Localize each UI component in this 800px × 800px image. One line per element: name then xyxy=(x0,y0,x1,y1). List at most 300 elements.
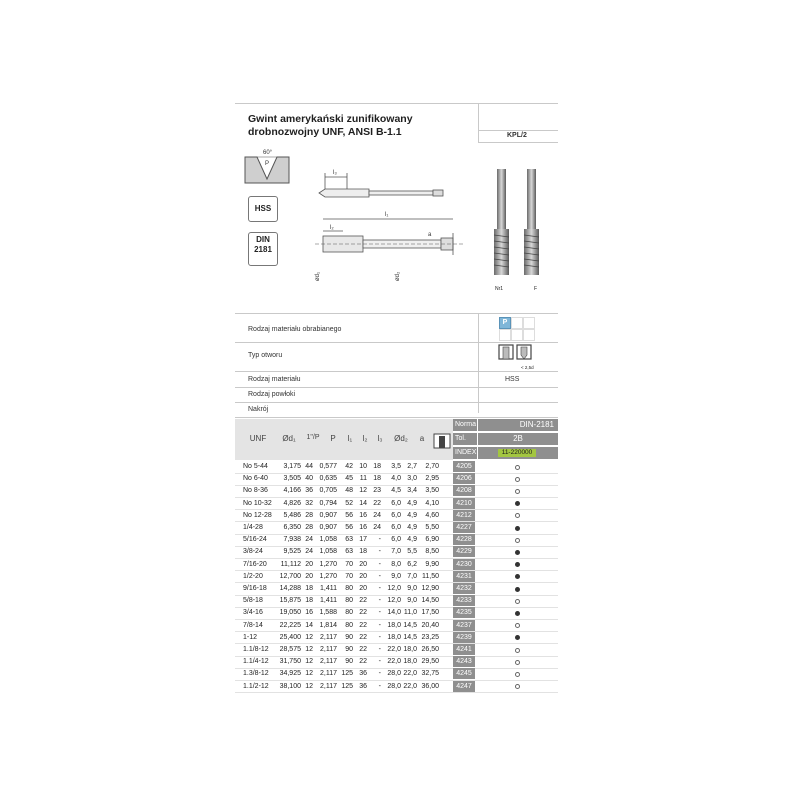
table-row xyxy=(235,668,558,680)
hole-type-icon xyxy=(498,344,534,366)
cell-l2: 18 xyxy=(359,548,367,556)
cell-price: 11,50 xyxy=(422,572,439,580)
cell-d2: 6,0 xyxy=(391,499,401,507)
cell-tpi: 40 xyxy=(305,475,313,483)
cell-a: 5,5 xyxy=(407,548,417,556)
cell-l3: - xyxy=(378,597,381,605)
cell-d2: 14,0 xyxy=(387,609,401,617)
column-header-d2: Ød₂ xyxy=(394,434,408,443)
cell-p: 1,411 xyxy=(320,585,337,592)
availability-open-circle-icon xyxy=(515,660,520,665)
cell-price: 9,90 xyxy=(425,560,439,568)
cell-p: 2,117 xyxy=(320,682,337,690)
norma-label: Norma xyxy=(453,419,477,431)
code-rule xyxy=(478,130,558,131)
cell-d1: 9,525 xyxy=(283,548,301,556)
column-header-a: a xyxy=(419,434,425,443)
cell-d1: 7,938 xyxy=(283,536,301,544)
cell-index: 4239 xyxy=(453,632,475,643)
attr-label-coating: Rodzaj powłoki xyxy=(248,391,296,398)
cell-unf: No 12-28 xyxy=(243,511,272,519)
cell-l1: 90 xyxy=(345,646,353,653)
hole-icon xyxy=(433,433,451,449)
availability-filled-dot-icon xyxy=(515,635,520,640)
cell-d2: 22,0 xyxy=(387,658,401,666)
attr-label-workpiece-material: Rodzaj materiału obrabianego xyxy=(248,326,342,333)
cell-l3: - xyxy=(378,560,381,568)
cell-l2: 36 xyxy=(359,670,367,678)
cell-d1: 4,826 xyxy=(283,499,301,507)
cell-a: 4,9 xyxy=(407,511,417,519)
table-row xyxy=(235,656,558,668)
cell-index: 4208 xyxy=(453,485,475,496)
cell-index: 4243 xyxy=(453,656,475,667)
cell-a: 3,4 xyxy=(407,487,417,495)
cell-unf: 3/4-16 xyxy=(243,609,263,617)
cell-a: 9,0 xyxy=(407,597,417,605)
cell-d2: 12,0 xyxy=(387,597,401,605)
material-n-icon xyxy=(499,329,511,341)
cell-l2: 22 xyxy=(359,597,367,605)
tol-label: Tol. xyxy=(453,433,477,445)
cell-l2: 16 xyxy=(359,524,367,531)
cell-d2: 4,5 xyxy=(391,487,401,495)
availability-open-circle-icon xyxy=(515,623,520,628)
cell-tpi: 12 xyxy=(305,682,313,690)
cell-l3: - xyxy=(378,548,381,556)
cell-l3: - xyxy=(378,658,381,666)
cell-l3: - xyxy=(378,609,381,617)
table-row xyxy=(235,522,558,534)
cell-p: 1,058 xyxy=(319,548,337,556)
availability-filled-dot-icon xyxy=(515,611,520,616)
cell-d2: 22,0 xyxy=(387,646,401,653)
cell-l2: 20 xyxy=(359,572,367,580)
photo-caption-right: F xyxy=(534,286,538,292)
thread-angle-label: 60° xyxy=(263,150,273,156)
cell-l3: - xyxy=(378,621,381,629)
cell-l3: - xyxy=(378,646,381,653)
cell-unf: 1.3/8-12 xyxy=(243,670,269,678)
cell-index: 4235 xyxy=(453,607,475,618)
cell-l2: 22 xyxy=(359,621,367,629)
cell-a: 6,2 xyxy=(407,560,417,568)
cell-l1: 80 xyxy=(345,585,353,592)
table-row xyxy=(235,534,558,546)
availability-filled-dot-icon xyxy=(515,587,520,592)
standard-badge xyxy=(248,232,278,266)
index-value: 11-220000 xyxy=(498,449,536,457)
header-divider xyxy=(478,103,479,143)
attr-label-chamfer: Nakrój xyxy=(248,406,269,413)
cell-index: 4230 xyxy=(453,559,475,570)
cell-d2: 7,0 xyxy=(391,548,401,556)
cell-tpi: 12 xyxy=(305,633,313,641)
cell-tpi: 20 xyxy=(305,572,313,580)
attr-label-hole-type: Typ otworu xyxy=(248,352,283,359)
cell-l1: 52 xyxy=(345,499,353,507)
cell-unf: 1.1/4-12 xyxy=(243,658,269,666)
cell-index: 4232 xyxy=(453,583,475,594)
attr-rule-1 xyxy=(235,342,558,343)
table-row xyxy=(235,498,558,510)
cell-l1: 63 xyxy=(345,536,353,544)
cell-l1: 80 xyxy=(345,609,353,617)
column-header-p: P xyxy=(330,434,336,443)
cell-l1: 125 xyxy=(341,670,353,678)
catalog-code: KPL/2 xyxy=(507,132,527,139)
attr-rule-4 xyxy=(235,402,558,403)
cell-l2: 22 xyxy=(359,609,367,617)
cell-index: 4206 xyxy=(453,473,475,484)
cell-d2: 12,0 xyxy=(387,585,401,592)
cell-index: 4228 xyxy=(453,534,475,545)
material-s-icon xyxy=(511,329,523,341)
cell-d1: 3,175 xyxy=(283,463,301,470)
cell-a: 18,0 xyxy=(403,646,417,653)
attr-rule-2 xyxy=(235,371,558,372)
cell-l2: 16 xyxy=(359,511,367,519)
cell-tpi: 28 xyxy=(305,511,313,519)
material-h-icon xyxy=(523,329,535,341)
cell-d1: 15,875 xyxy=(279,597,301,605)
cell-l3: 24 xyxy=(373,524,381,531)
cell-price: 5,50 xyxy=(425,524,439,531)
cell-p: 1,058 xyxy=(319,536,337,544)
cell-unf: 5/16-24 xyxy=(243,536,267,544)
cell-p: 2,117 xyxy=(320,658,337,666)
attr-rule-5 xyxy=(235,417,558,418)
cell-tpi: 18 xyxy=(305,585,313,592)
cell-unf: 1.1/2-12 xyxy=(243,682,269,690)
attr-divider xyxy=(478,313,479,413)
availability-filled-dot-icon xyxy=(515,562,520,567)
table-row xyxy=(235,595,558,607)
cell-l2: 20 xyxy=(359,585,367,592)
cell-p: 2,117 xyxy=(320,670,337,678)
availability-open-circle-icon xyxy=(515,648,520,653)
cell-l2: 17 xyxy=(359,536,367,544)
cell-l2: 12 xyxy=(359,487,367,495)
availability-open-circle-icon xyxy=(515,684,520,689)
cell-price: 20,40 xyxy=(421,621,439,629)
index-value-cell xyxy=(478,447,558,459)
cell-l1: 42 xyxy=(345,463,353,470)
cell-d1: 22,225 xyxy=(279,621,301,629)
cell-d2: 9,0 xyxy=(391,572,401,580)
cell-l3: - xyxy=(378,670,381,678)
cell-d1: 38,100 xyxy=(279,682,301,690)
cell-l2: 22 xyxy=(359,646,367,653)
table-row xyxy=(235,559,558,571)
cell-d2: 6,0 xyxy=(391,511,401,519)
cell-tpi: 32 xyxy=(305,499,313,507)
cell-d1: 11,112 xyxy=(280,560,301,568)
cell-p: 0,577 xyxy=(319,463,337,470)
cell-index: 4210 xyxy=(453,498,475,509)
cell-d2: 8,0 xyxy=(391,560,401,568)
cell-p: 0,794 xyxy=(319,499,337,507)
cell-a: 11,0 xyxy=(403,609,417,617)
cell-unf: 1.1/8-12 xyxy=(243,646,269,653)
material-k-icon xyxy=(523,317,535,329)
title-line-2: drobnozwojny UNF, ANSI B-1.1 xyxy=(248,126,402,138)
cell-p: 1,588 xyxy=(319,609,337,617)
cell-d1: 28,575 xyxy=(279,646,301,653)
workpiece-material-icons xyxy=(499,317,533,339)
cell-price: 8,50 xyxy=(425,548,439,556)
cell-index: 4237 xyxy=(453,620,475,631)
drawing-a-label: a xyxy=(428,232,432,238)
cell-a: 18,0 xyxy=(403,658,417,666)
cell-price: 4,60 xyxy=(425,511,439,519)
cell-d2: 28,0 xyxy=(387,670,401,678)
cell-l1: 56 xyxy=(345,524,353,531)
tol-value: 2B xyxy=(478,433,558,445)
cell-p: 2,117 xyxy=(320,646,337,653)
cell-d2: 6,0 xyxy=(391,524,401,531)
cell-l3: 18 xyxy=(373,463,381,470)
cell-unf: No 10-32 xyxy=(243,499,272,507)
row-rule xyxy=(235,692,558,693)
cell-l1: 70 xyxy=(345,560,353,568)
cell-tpi: 16 xyxy=(305,609,313,617)
cell-index: 4245 xyxy=(453,668,475,679)
table-row xyxy=(235,473,558,485)
cell-unf: 7/8-14 xyxy=(243,621,263,629)
drawing-l3-label: l₃ xyxy=(333,170,337,176)
availability-open-circle-icon xyxy=(515,599,520,604)
cell-d1: 25,400 xyxy=(279,633,301,641)
cell-d2: 6,0 xyxy=(391,536,401,544)
cell-a: 9,0 xyxy=(407,585,417,592)
cell-price: 3,50 xyxy=(425,487,439,495)
page-title xyxy=(248,113,478,139)
column-header-tpi: 1"/P xyxy=(306,434,320,441)
product-sheet xyxy=(235,103,558,698)
drawing-l1-label: l₁ xyxy=(385,212,389,218)
table-row xyxy=(235,546,558,558)
cell-d2: 18,0 xyxy=(387,621,401,629)
cell-d1: 31,750 xyxy=(279,658,301,666)
cell-unf: 5/8-18 xyxy=(243,597,263,605)
cell-a: 22,0 xyxy=(403,670,417,678)
cell-l2: 36 xyxy=(359,682,367,690)
norma-value: DIN-2181 xyxy=(478,419,558,431)
code-rule-bottom xyxy=(478,142,558,143)
material-badge: HSS xyxy=(248,196,278,222)
table-row xyxy=(235,632,558,644)
cell-a: 3,0 xyxy=(407,475,417,483)
cell-l1: 45 xyxy=(345,475,353,483)
availability-open-circle-icon xyxy=(515,538,520,543)
cell-l3: 24 xyxy=(373,511,381,519)
availability-open-circle-icon xyxy=(515,477,520,482)
cell-p: 1,814 xyxy=(319,621,337,629)
cell-d2: 4,0 xyxy=(391,475,401,483)
standard-badge-line2: 2181 xyxy=(254,245,272,254)
cell-d1: 14,288 xyxy=(279,585,301,592)
cell-unf: No 6-40 xyxy=(243,475,268,483)
cell-tpi: 12 xyxy=(305,670,313,678)
cell-price: 6,90 xyxy=(425,536,439,544)
cell-tpi: 24 xyxy=(305,536,313,544)
thread-profile-icon xyxy=(243,147,291,185)
cell-l1: 63 xyxy=(345,548,353,556)
photo-caption-left: Nr1 xyxy=(495,286,504,292)
cell-d2: 3,5 xyxy=(391,463,401,470)
cell-tpi: 44 xyxy=(305,463,313,470)
cell-a: 22,0 xyxy=(403,682,417,690)
availability-open-circle-icon xyxy=(515,513,520,518)
cell-d1: 5,486 xyxy=(283,511,301,519)
cell-tpi: 24 xyxy=(305,548,313,556)
cell-l1: 48 xyxy=(345,487,353,495)
availability-open-circle-icon xyxy=(515,465,520,470)
cell-l3: - xyxy=(378,585,381,592)
cell-unf: 7/16-20 xyxy=(243,560,267,568)
cell-price: 14,50 xyxy=(421,597,439,605)
standard-badge-line1: DIN xyxy=(256,235,270,244)
drawing-d2-label: ød₂ xyxy=(395,271,401,281)
cell-a: 4,9 xyxy=(407,499,417,507)
cell-price: 32,75 xyxy=(421,670,439,678)
cell-l1: 80 xyxy=(345,621,353,629)
cell-index: 4229 xyxy=(453,546,475,557)
cell-l3: - xyxy=(378,633,381,641)
title-line-1: Gwint amerykański zunifikowany xyxy=(248,113,413,125)
cell-l1: 90 xyxy=(345,658,353,666)
cell-l2: 22 xyxy=(359,633,367,641)
cell-price: 17,50 xyxy=(421,609,439,617)
cell-index: 4212 xyxy=(453,510,475,521)
cell-a: 4,9 xyxy=(407,524,417,531)
cell-unf: 1/2-20 xyxy=(243,572,263,580)
top-rule xyxy=(235,103,558,104)
cell-p: 1,270 xyxy=(319,560,337,568)
table-row xyxy=(235,620,558,632)
cell-a: 14,5 xyxy=(403,633,417,641)
column-header-d1: Ød₁ xyxy=(282,434,296,443)
cell-l3: 22 xyxy=(373,499,381,507)
cell-price: 29,50 xyxy=(421,658,439,666)
cell-tpi: 12 xyxy=(305,646,313,653)
table-row xyxy=(235,607,558,619)
cell-unf: No 5-44 xyxy=(243,463,268,470)
cell-l2: 20 xyxy=(359,560,367,568)
column-header-l3: l₃ xyxy=(377,434,383,443)
cell-d1: 19,050 xyxy=(279,609,301,617)
cell-l2: 14 xyxy=(359,499,367,507)
attr-value-tool-material: HSS xyxy=(505,376,520,383)
cell-index: 4247 xyxy=(453,681,475,692)
cell-unf: 1-12 xyxy=(243,633,258,641)
cell-index: 4231 xyxy=(453,571,475,582)
thread-pitch-label: P xyxy=(265,161,270,167)
tap-photo xyxy=(487,165,547,285)
cell-a: 4,9 xyxy=(407,536,417,544)
cell-l3: 18 xyxy=(373,475,381,483)
cell-index: 4241 xyxy=(453,644,475,655)
cell-l1: 80 xyxy=(345,597,353,605)
cell-tpi: 36 xyxy=(305,487,313,495)
column-header-l2: l₂ xyxy=(362,434,368,443)
cell-l3: - xyxy=(378,682,381,690)
column-header-l1: l₁ xyxy=(347,434,353,443)
table-row xyxy=(235,485,558,497)
cell-d1: 6,350 xyxy=(283,524,301,531)
cell-p: 0,635 xyxy=(319,475,337,483)
attr-label-tool-material: Rodzaj materiału xyxy=(248,376,301,383)
cell-d1: 4,166 xyxy=(283,487,301,495)
cell-index: 4205 xyxy=(453,461,475,472)
attr-rule-3 xyxy=(235,387,558,388)
cell-d1: 12,700 xyxy=(279,572,301,580)
cell-unf: 9/16-18 xyxy=(243,585,267,592)
cell-l3: 23 xyxy=(373,487,381,495)
cell-l2: 11 xyxy=(359,475,367,483)
cell-tpi: 14 xyxy=(305,621,313,629)
cell-price: 12,90 xyxy=(421,585,439,592)
cell-price: 2,70 xyxy=(425,463,439,470)
material-m-icon xyxy=(511,317,523,329)
cell-d2: 28,0 xyxy=(387,682,401,690)
cell-p: 0,907 xyxy=(319,511,337,519)
cell-tpi: 20 xyxy=(305,560,313,568)
cell-l1: 56 xyxy=(345,511,353,519)
cell-tpi: 18 xyxy=(305,597,313,605)
cell-unf: 1/4-28 xyxy=(243,524,263,531)
availability-filled-dot-icon xyxy=(515,501,520,506)
table-row xyxy=(235,681,558,693)
cell-index: 4227 xyxy=(453,522,475,533)
drawing-d1-label: ød₁ xyxy=(315,271,321,281)
cell-unf: 3/8-24 xyxy=(243,548,263,556)
cell-l2: 22 xyxy=(359,658,367,666)
availability-filled-dot-icon xyxy=(515,574,520,579)
cell-p: 0,907 xyxy=(319,524,337,531)
cell-l1: 70 xyxy=(345,572,353,580)
cell-a: 14,5 xyxy=(403,621,417,629)
cell-price: 4,10 xyxy=(425,499,439,507)
cell-a: 7,0 xyxy=(407,572,417,580)
availability-filled-dot-icon xyxy=(515,550,520,555)
column-header-unf: UNF xyxy=(249,434,267,443)
tap-technical-drawing xyxy=(305,163,465,283)
table-row xyxy=(235,571,558,583)
availability-filled-dot-icon xyxy=(515,526,520,531)
cell-tpi: 28 xyxy=(305,524,313,531)
cell-p: 1,270 xyxy=(319,572,337,580)
cell-l2: 10 xyxy=(359,463,367,470)
availability-open-circle-icon xyxy=(515,489,520,494)
cell-d1: 34,925 xyxy=(279,670,301,678)
cell-d1: 3,505 xyxy=(283,475,301,483)
table-row xyxy=(235,644,558,656)
table-row xyxy=(235,583,558,595)
cell-l3: - xyxy=(378,572,381,580)
cell-index: 4233 xyxy=(453,595,475,606)
cell-p: 2,117 xyxy=(320,633,337,641)
drawing-l2-label: l₂ xyxy=(330,225,334,231)
table-row xyxy=(235,510,558,522)
cell-p: 0,705 xyxy=(319,487,337,495)
cell-price: 26,50 xyxy=(421,646,439,653)
cell-price: 23,25 xyxy=(421,633,439,641)
cell-unf: No 8-36 xyxy=(243,487,268,495)
cell-tpi: 12 xyxy=(305,658,313,666)
index-label: INDEX xyxy=(453,447,477,459)
